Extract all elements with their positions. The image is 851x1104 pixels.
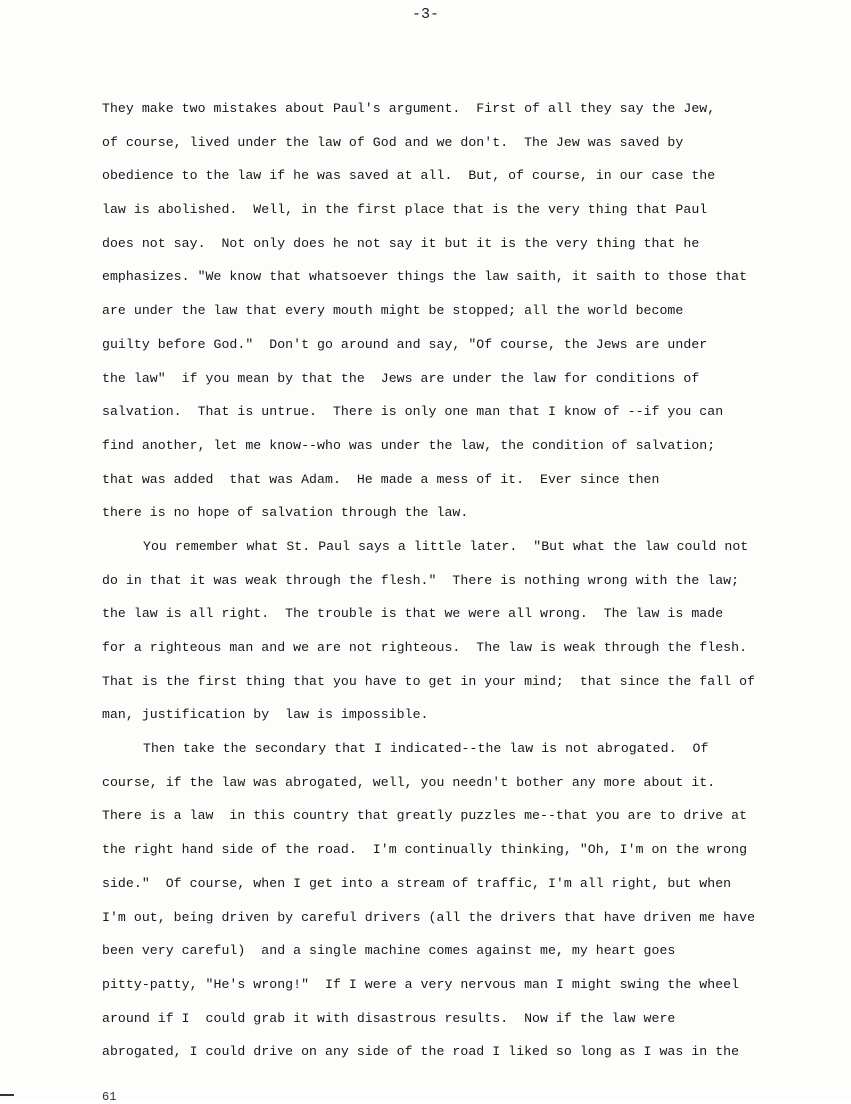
text-line: There is a law in this country that greatly puzzles me--that you are to drive at: [102, 808, 748, 824]
text-line: the law" if you mean by that the Jews are under the law for conditions of: [102, 370, 700, 386]
text-line: that was added that was Adam. He made a mess of it. Ever since then: [102, 471, 660, 487]
text-line: I'm out, being driven by careful drivers (all the drivers that have driven me have: [102, 909, 756, 925]
text-line: guilty before God." Don't go around and say, "Of course, the Jews are under: [102, 336, 708, 352]
text-line: course, if the law was abrogated, well, you needn't bother any more about it.: [102, 774, 716, 790]
text-line: emphasizes. "We know that whatsoever things the law saith, it saith to those that: [102, 269, 748, 285]
text-line: side." Of course, when I get into a stream of traffic, I'm all right, but when: [102, 875, 732, 891]
text-line: does not say. Not only does he not say it but it is the very thing that he: [102, 235, 700, 251]
text-line-paragraph-start: You remember what St. Paul says a little later. "But what the law could not: [143, 538, 749, 554]
text-line: the right hand side of the road. I'm continually thinking, "Oh, I'm on the wrong: [102, 842, 748, 858]
text-line-paragraph-start: Then take the secondary that I indicated--the law is not abrogated. Of: [143, 741, 709, 757]
text-line: of course, lived under the law of God and we don't. The Jew was saved by: [102, 134, 684, 150]
text-line: do in that it was weak through the flesh." There is nothing wrong with the law;: [102, 572, 740, 588]
text-line: are under the law that every mouth might be stopped; all the world become: [102, 303, 684, 319]
margin-mark: [0, 1094, 14, 1096]
text-line: They make two mistakes about Paul's argument. First of all they say the Jew,: [102, 101, 716, 116]
text-line: been very careful) and a single machine comes against me, my heart goes: [102, 943, 676, 959]
footer-mark: 61: [102, 1090, 117, 1104]
text-line: pitty-patty, "He's wrong!" If I were a very nervous man I might swing the wheel: [102, 976, 740, 992]
text-line: salvation. That is untrue. There is only one man that I know of --if you can: [102, 404, 724, 420]
text-line: there is no hope of salvation through the law.: [102, 505, 469, 521]
text-line: law is abolished. Well, in the first place that is the very thing that Paul: [102, 202, 708, 218]
text-line: find another, let me know--who was under the law, the condition of salvation;: [102, 437, 716, 453]
page-number: -3-: [411, 6, 439, 23]
text-line: around if I could grab it with disastrous results. Now if the law were: [102, 1010, 676, 1026]
text-line: for a righteous man and we are not righteous. The law is weak through the flesh.: [102, 640, 748, 655]
body-text: [102, 92, 802, 1069]
text-line: That is the first thing that you have to get in your mind; that since the fall of: [102, 673, 756, 689]
text-line: man, justification by law is impossible.: [102, 707, 429, 723]
text-line: the law is all right. The trouble is that we were all wrong. The law is made: [102, 606, 724, 622]
text-line: obedience to the law if he was saved at all. But, of course, in our case the: [102, 168, 716, 184]
text-line: abrogated, I could drive on any side of the road I liked so long as I was in the: [102, 1044, 740, 1060]
